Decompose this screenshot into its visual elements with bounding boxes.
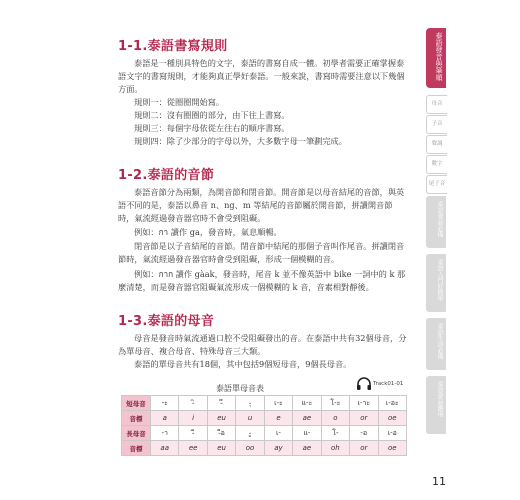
table-cell: เ-: [264, 426, 292, 441]
table-caption: 泰語單母音表: [216, 384, 264, 393]
table-cell: เ-อะ: [378, 396, 407, 411]
table-cell: or: [350, 411, 378, 426]
table-cell: i: [179, 411, 207, 426]
table-cell: oe: [378, 441, 407, 456]
table-cell: ae: [293, 441, 321, 456]
paragraph-closed-syllable: 閉音節是以子音結尾的音節。閉音節中結尾的那個子音叫作尾音。拼讀閉音節時，氣流經過發音器官時會受到阻礙，形成一個模糊的音。: [118, 241, 405, 264]
tab-conversation-essentials[interactable]: [426, 196, 446, 248]
table-cell: ee: [179, 441, 207, 456]
section-heading-syllables: 1-2.泰語的音節: [118, 168, 215, 183]
tab-vowels[interactable]: [426, 95, 447, 114]
example-closed-syllable: 例如：กาก 讀作 gàak，發音時，尾音 k 並不像英語中 bike 一詞中的 k 那麼清楚，而是發音器官阻礙氣流形成一個模糊的 k 音，音素相對靜後。: [118, 269, 406, 292]
tab-label: 母音: [431, 101, 443, 107]
tab-label: 尾子音: [428, 181, 446, 187]
tab-consonants[interactable]: [426, 115, 447, 134]
rule-item: 規則二：沒有圈圈的部分，由下往上書寫。: [134, 110, 290, 120]
table-cell: eu: [207, 411, 235, 426]
paragraph-vowels-intro: 母音是發音時氣流通過口腔不受阻礙發出的音。在泰語中共有32個母音，分為單母音、複合母音、特殊母音三大類。: [118, 333, 407, 356]
table-cell: oh: [321, 441, 349, 456]
table-cell: or: [350, 441, 378, 456]
table-row: [122, 426, 407, 441]
table-cell: aa: [151, 441, 179, 456]
table-cell: เ-ะ: [264, 396, 292, 411]
table-cell: -ะ: [151, 396, 179, 411]
table-cell: -ิ: [179, 396, 207, 411]
table-cell: ae: [293, 411, 321, 426]
table-cell: เ-อ: [378, 426, 407, 441]
table-cell: -า: [151, 426, 179, 441]
paragraph-writing-intro: 泰語是一種別具特色的文字，泰語的書寫自成一體。初學者需要正確掌握泰語文字的書寫規則，才能夠真正學好泰語。一般來說，書寫時需要注意以下幾個方面。: [118, 58, 405, 94]
tab-tones[interactable]: [426, 135, 447, 154]
table-cell: แ-: [293, 426, 321, 441]
tab-numbers[interactable]: [426, 155, 447, 174]
table-row: [122, 441, 407, 456]
tab-label: 泰語會話必備: [436, 201, 443, 237]
table-cell: -ู: [236, 426, 264, 441]
tab-final-consonants[interactable]: [426, 175, 447, 194]
table-cell: u: [236, 411, 264, 426]
tab-label: 聲調: [431, 141, 443, 147]
single-vowel-table: [121, 395, 407, 456]
rule-item: 規則一：從圈圈開始寫。: [134, 97, 225, 107]
table-cell: -ุ: [236, 396, 264, 411]
tab-pronunciation-and-strokes[interactable]: [426, 28, 446, 88]
table-cell: แ-ะ: [293, 396, 321, 411]
tab-label: 子音: [431, 121, 443, 127]
tab-label: 泰語入門好簡單: [436, 259, 443, 301]
table-cell: -ึ: [207, 396, 235, 411]
table-row: [122, 396, 407, 411]
table-cell: oe: [378, 411, 407, 426]
tab-daily-life[interactable]: [426, 318, 446, 370]
table-cell: o: [321, 411, 349, 426]
table-cell: a: [151, 411, 179, 426]
table-cell: โ-: [321, 426, 349, 441]
tab-conversation-application[interactable]: [426, 376, 446, 434]
table-cell: -ี: [179, 426, 207, 441]
headphone-icon[interactable]: [356, 376, 372, 392]
row-header: 短母音: [122, 396, 151, 411]
tab-label: 泰語生活必備: [436, 323, 443, 359]
track-label: Track01-01: [373, 381, 404, 387]
rule-item: 規則三：每個字母依從左往右的順序書寫。: [134, 123, 290, 133]
table-cell: เ-าะ: [350, 396, 378, 411]
table-cell: oo: [236, 441, 264, 456]
table-cell: eu: [207, 441, 235, 456]
table-cell: -ือ: [207, 426, 235, 441]
table-cell: e: [264, 411, 292, 426]
row-header: 音標: [122, 441, 151, 456]
tab-main-label: 泰語發音與筆順: [435, 32, 443, 81]
table-cell: โ-ะ: [321, 396, 349, 411]
table-row: [122, 411, 407, 426]
section-heading-vowels: 1-3.泰語的母音: [118, 314, 215, 329]
paragraph-single-vowels: 泰語的單母音共有18個，其中包括9個短母音，9個長母音。: [134, 359, 352, 369]
tab-label: 泰語會話應用: [436, 381, 443, 417]
section-heading-writing-rules: 1-1.泰語書寫規則: [118, 39, 228, 54]
tab-easy-beginner[interactable]: [426, 254, 446, 312]
row-header: 音標: [122, 411, 151, 426]
row-header: 長母音: [122, 426, 151, 441]
example-open-syllable: 例如：กา 讀作 ga，發音時，氣息順暢。: [134, 227, 282, 237]
table-cell: -อ: [350, 426, 378, 441]
rule-item: 規則四：除了少部分的字母以外，大多數字母一筆劃完成。: [134, 136, 347, 146]
page-number: 11: [432, 475, 446, 488]
paragraph-open-syllable: 泰語音節分為兩類，為開音節和閉音節。開音節是以母音結尾的音節，與英語不同的是，泰語以鼻音 n、ng、m 等結尾的音節屬於開音節，拼讀開音節時，氣流經過發音器官時不會受到阻礙。: [118, 187, 405, 223]
table-cell: ay: [264, 441, 292, 456]
tab-label: 數字: [431, 161, 443, 167]
